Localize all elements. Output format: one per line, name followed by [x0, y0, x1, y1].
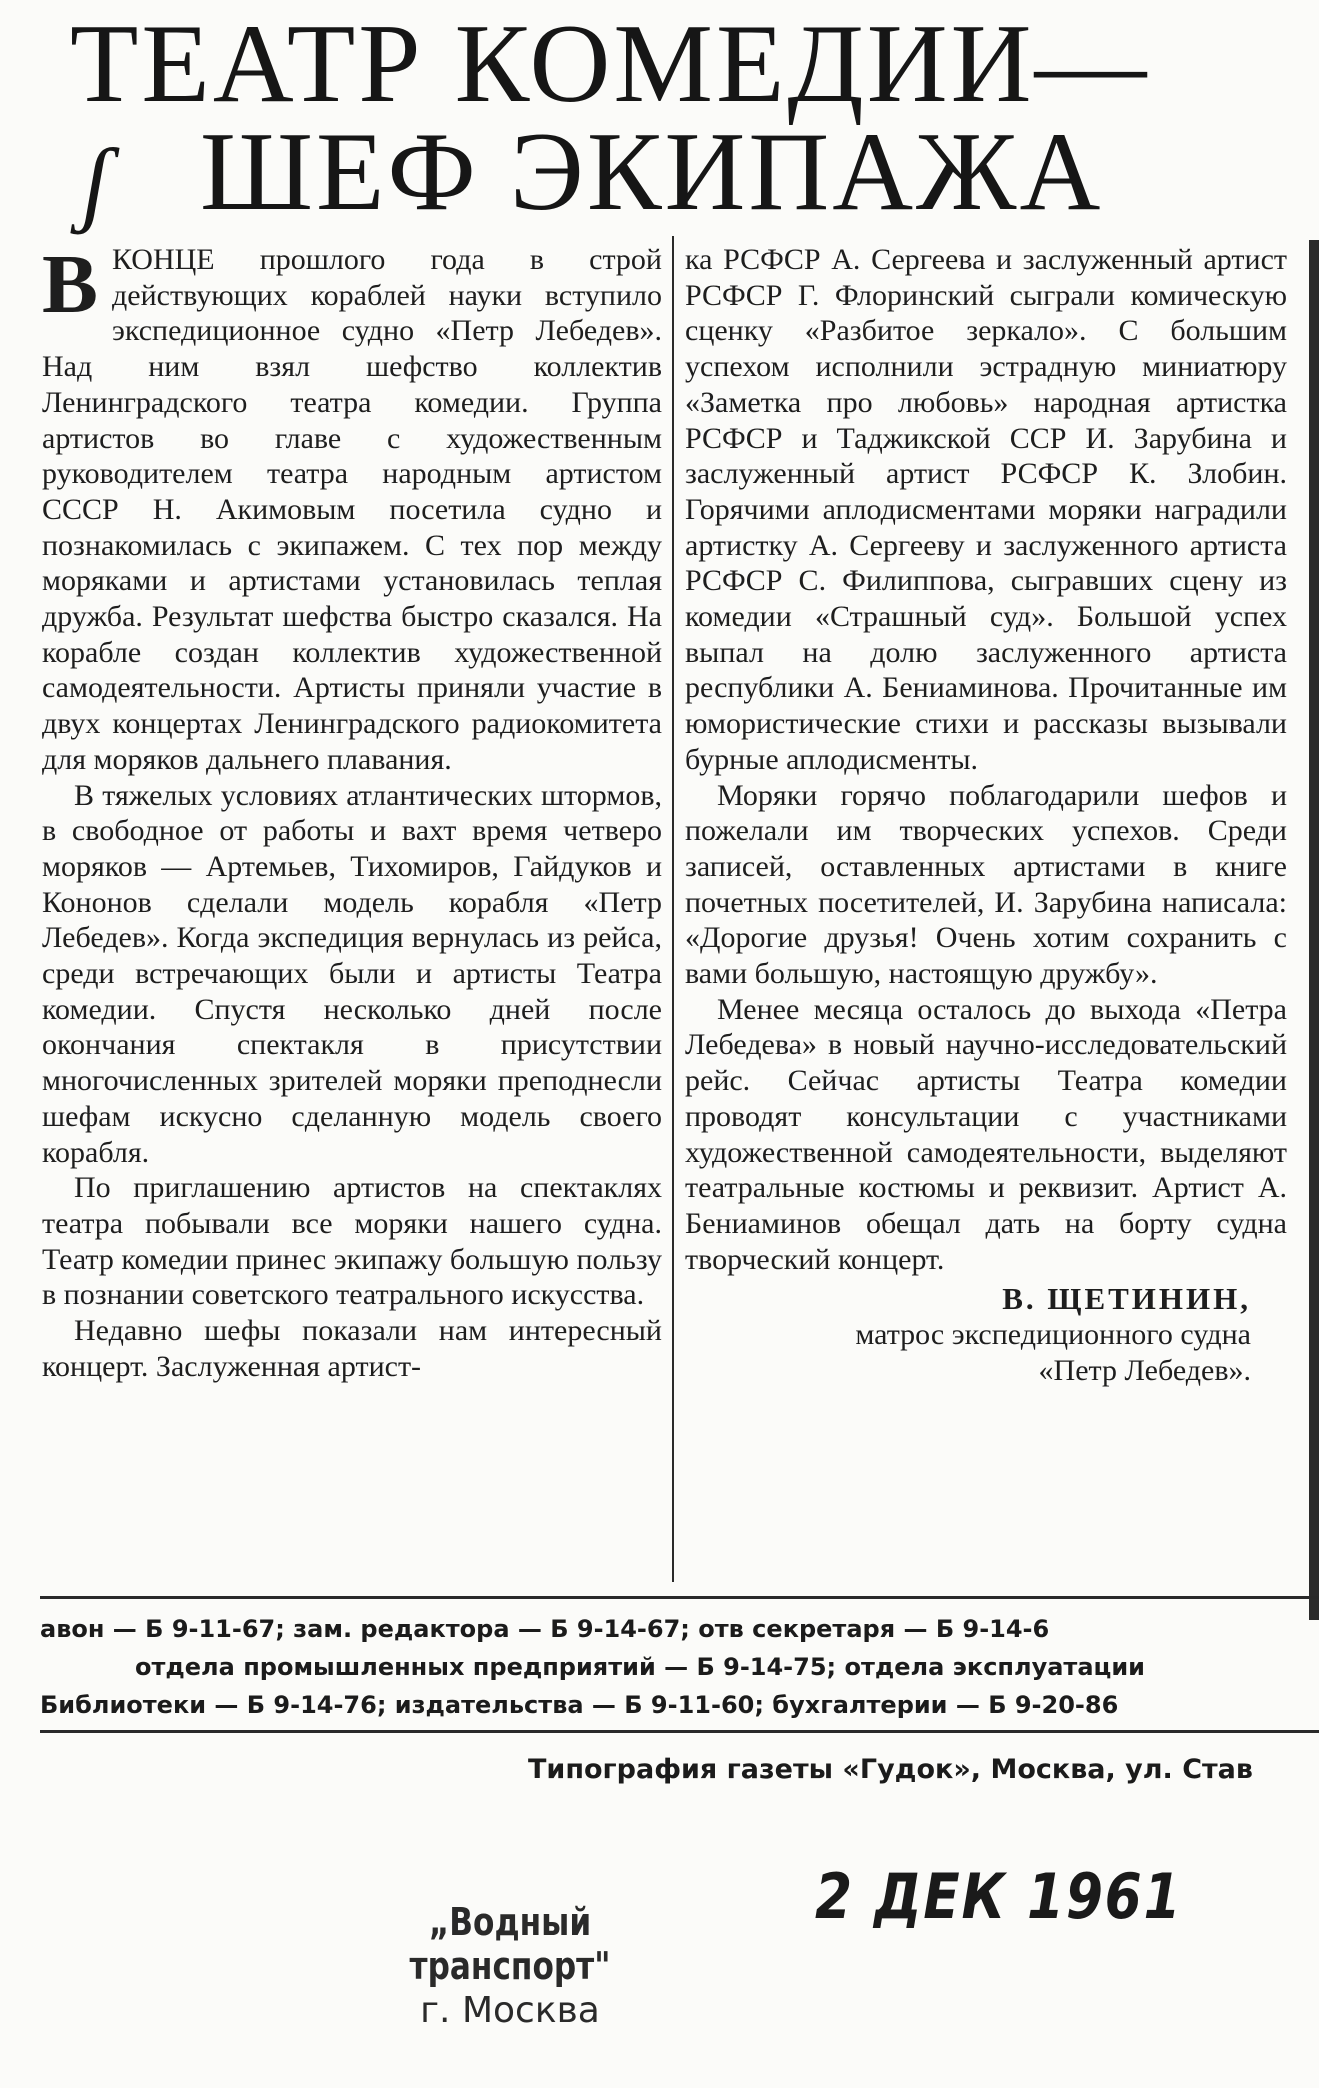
author-role: матрос экспедиционного судна — [855, 1318, 1251, 1352]
drop-cap: В — [42, 238, 99, 331]
margin-pencil-mark: ʃ — [82, 128, 113, 235]
contacts-line-2: отдела промышленных предприятий — Б 9-14-75; отдела эксплуатации — [135, 1653, 1145, 1681]
headline-line-1: ТЕАТР КОМЕДИИ— — [70, 2, 1150, 126]
source-publication: „Водный транспорт" — [409, 1900, 611, 1988]
article-paragraph: Недавно шефы показали нам интересный концерт. Заслуженная артист- — [42, 1314, 662, 1383]
signature — [685, 1281, 1287, 1388]
column-divider — [672, 236, 674, 1582]
article-paragraph: В тяжелых условиях атлантических штормов, в свободное от работы и вахт время четверо моряков — Артемьев, Тихомиров, Гайдуков и Кононов сделали модель корабля «Петр Лебедев». Когда экспедиция вернулась из рейса, среди встречающих были и артисты Театра комедии. Спустя несколько дней после окончания спектакля в присутствии многочисленных зрителей моряки преподнесли шефам искусно сделанную модель своего корабля. — [42, 778, 662, 1169]
printer-line: Типография газеты «Гудок», Москва, ул. Став — [528, 1754, 1253, 1785]
contacts-line-3: Библиотеки — Б 9-14-76; издательства — Б 9-11-60; бухгалтерии — Б 9-20-86 — [40, 1691, 1119, 1719]
headline-line-2: ШЕФ ЭКИПАЖА — [200, 110, 1104, 234]
source-city: г. Москва — [420, 1990, 600, 2031]
article-paragraph — [42, 238, 662, 778]
article-paragraph: По приглашению артистов на спектаклях театра побывали все моряки нашего судна. Театр комедии принес экипажу большую пользу в познании советского театрального искусства. — [42, 1171, 662, 1312]
source-stamp — [300, 1900, 720, 2031]
author-name: В. ЩЕТИНИН, — [1002, 1281, 1251, 1317]
article-column-left — [42, 238, 662, 1385]
scan-edge-shadow — [1309, 240, 1319, 1620]
article-paragraph: Менее месяца осталось до выхода «Петра Лебедева» в новый научно-исследовательский рейс. Сейчас артисты Театра комедии проводят консультации с участниками художественной самодеятельности, выделяют театральные костюмы и реквизит. Артист А. Бениаминов обещал дать на борту судна творческий концерт. — [685, 992, 1287, 1276]
date-stamp: 2 ДЕК 1961 — [815, 1860, 1183, 1933]
headline — [70, 2, 1270, 235]
author-ship: «Петр Лебедев». — [1038, 1353, 1251, 1387]
article-paragraph-text: КОНЦЕ прошлого года в строй действующих кораблей науки вступило экспедиционное судно «Петр Лебедев». Над ним взял шефство коллектив Ленинградского театра комедии. Группа артистов во главе с художественным руководителем театра народным артистом СССР Н. Акимовым посетила судно и познакомилась с экипажем. С тех пор между моряками и артистами установилась теплая дружба. Результат шефства быстро сказался. На корабле создан коллектив художественной самодеятельности. Артисты приняли участие в двух концертах Ленинградского радиокомитета для моряков дальнего плавания. — [42, 243, 662, 776]
contacts-line-1: авон — Б 9-11-67; зам. редактора — Б 9-14-67; отв секретаря — Б 9-14-6 — [40, 1615, 1050, 1643]
contacts-bottom-rule — [40, 1730, 1319, 1733]
contacts-top-rule — [40, 1596, 1319, 1599]
contacts-block — [40, 1610, 1319, 1724]
article-column-right — [685, 242, 1287, 1389]
article-paragraph: Моряки горячо поблагодарили шефов и пожелали им творческих успехов. Среди записей, оставленных артистами в книге почетных посетителей, И. Зарубина написала: «Дорогие друзья! Очень хотим сохранить с вами большую, настоящую дружбу». — [685, 778, 1287, 991]
article-paragraph: ка РСФСР А. Сергеева и заслуженный артист РСФСР Г. Флоринский сыграли комическую сценку «Разбитое зеркало». С большим успехом исполнили эстрадную миниатюру «Заметка про любовь» народная артистка РСФСР и Таджикской ССР И. Зарубина и заслуженный артист РСФСР К. Злобин. Горячими аплодисментами моряки наградили артистку А. Сергееву и заслуженного артиста РСФСР С. Филиппова, сыгравших сцену из комедии «Страшный суд». Большой успех выпал на долю заслуженного артиста республики А. Бениаминова. Прочитанные им юмористические стихи и рассказы вызывали бурные аплодисменты. — [685, 243, 1287, 776]
